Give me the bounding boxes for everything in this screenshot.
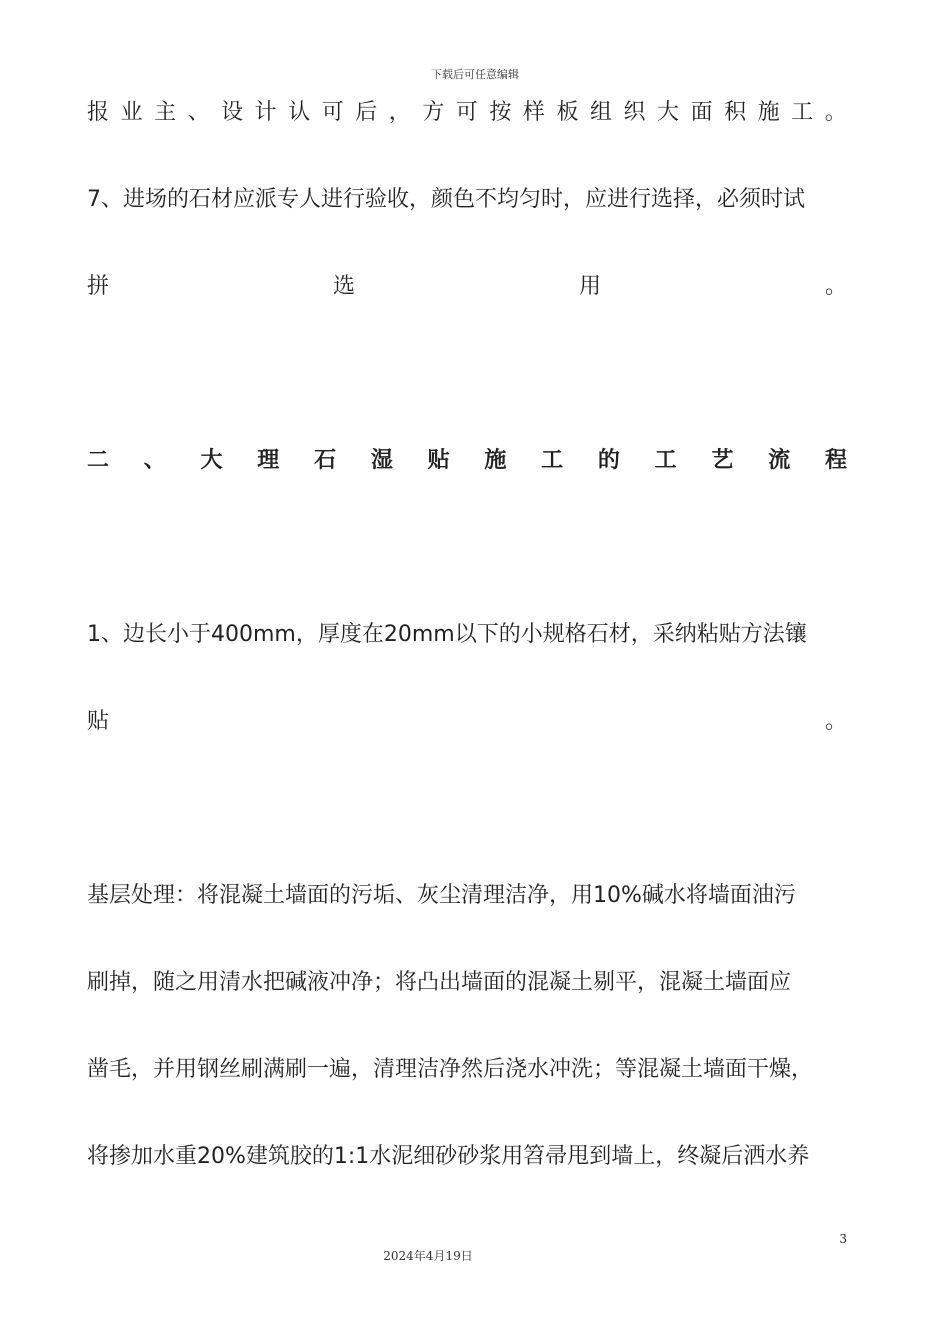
line-char: ， xyxy=(388,100,411,125)
line-char: 施 xyxy=(757,100,780,125)
paragraph-line-7: 基层处理：将混凝土墙面的污垢、灰尘清理洁净，用10%碱水将墙面油污 xyxy=(87,883,796,908)
line-char: 湿 xyxy=(370,448,393,473)
paragraph-line-8: 刷掉，随之用清水把碱液冲净；将凸出墙面的混凝土剔平，混凝土墙面应 xyxy=(87,970,792,995)
line-char: 可 xyxy=(455,100,478,125)
line-char: 样 xyxy=(522,100,545,125)
line-char: 石 xyxy=(314,448,337,473)
line-char: 积 xyxy=(724,100,747,125)
line-char: 认 xyxy=(288,100,311,125)
line-char: 。 xyxy=(824,100,847,125)
line-char: 艺 xyxy=(711,448,734,473)
page-number: 3 xyxy=(839,1232,847,1246)
paragraph-line-6 xyxy=(87,707,847,737)
line-char: 按 xyxy=(489,100,512,125)
line-char: 方 xyxy=(422,100,445,125)
line-char: 拼 xyxy=(87,274,110,299)
line-char: 贴 xyxy=(427,448,450,473)
line-char: 板 xyxy=(556,100,579,125)
line-char: 可 xyxy=(321,100,344,125)
line-char: 后 xyxy=(355,100,378,125)
line-char: 工 xyxy=(791,100,814,125)
line-char: 贴 xyxy=(87,709,110,734)
line-char: 主 xyxy=(154,100,177,125)
paragraph-line-9: 凿毛，并用钢丝刷满刷一遍，清理洁净然后浇水冲洗；等混凝土墙面干燥， xyxy=(87,1057,814,1082)
line-char: 二 xyxy=(87,448,110,473)
paragraph-line-3 xyxy=(87,272,847,302)
line-char: 、 xyxy=(187,100,210,125)
line-char: 用 xyxy=(578,274,601,299)
line-char: 面 xyxy=(690,100,713,125)
paragraph-line-5: 1、边长小于400mm，厚度在20mm以下的小规格石材，采纳粘贴方法镶 xyxy=(87,622,807,647)
line-char: 设 xyxy=(221,100,244,125)
line-char: 选 xyxy=(332,274,355,299)
line-char: 流 xyxy=(768,448,791,473)
line-char: 业 xyxy=(120,100,143,125)
line-char: 工 xyxy=(541,448,564,473)
line-char: 织 xyxy=(623,100,646,125)
paragraph-line-2: 7、进场的石材应派专人进行验收，颜色不均匀时，应进行选择，必须时试 xyxy=(87,187,805,212)
paragraph-line-1 xyxy=(87,98,847,128)
line-char: 工 xyxy=(654,448,677,473)
line-char: 报 xyxy=(87,100,110,125)
line-char: 。 xyxy=(824,274,847,299)
page-footer-date: 2024年4月19日 xyxy=(383,1249,473,1263)
line-char: 理 xyxy=(257,448,280,473)
paragraph-line-10: 将掺加水重20%建筑胶的1:1水泥细砂砂浆用笤帚甩到墙上，终凝后洒水养 xyxy=(87,1144,810,1169)
line-char: 大 xyxy=(200,448,223,473)
line-char: 组 xyxy=(589,100,612,125)
line-char: 。 xyxy=(824,709,847,734)
page-header: 下载后可任意编辑 xyxy=(431,68,519,81)
line-char: 、 xyxy=(143,448,166,473)
line-char: 计 xyxy=(254,100,277,125)
line-char: 程 xyxy=(824,448,847,473)
line-char: 的 xyxy=(597,448,620,473)
line-char: 施 xyxy=(484,448,507,473)
section-heading xyxy=(87,446,847,476)
line-char: 大 xyxy=(657,100,680,125)
